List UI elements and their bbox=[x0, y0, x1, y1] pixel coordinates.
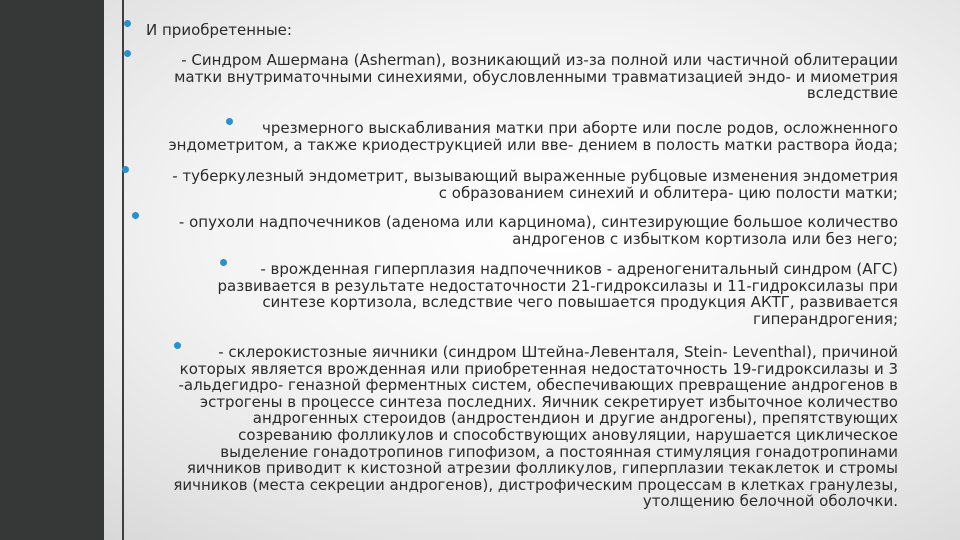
text-line: - склерокистозные яичники (синдром Штейна-Левенталя, Stein- Leventhal), причиной bbox=[218, 343, 898, 361]
text-line: вследствие bbox=[806, 84, 898, 103]
text-line: яичников приводит к кистозной атрезии фолликулов, гиперплазии текаклеток и стромы bbox=[186, 459, 898, 478]
left-sidebar-band bbox=[0, 0, 104, 540]
text-line: матки внутриматочными синехиями, обусловленными травматизацией эндо- и миометрия bbox=[174, 67, 898, 86]
text-line: - туберкулезный эндометрит, вызывающий выраженные рубцовые изменения эндометрия bbox=[172, 167, 898, 185]
text-line: андрогенных стероидов (андростендион и другие андрогены), препятствующих bbox=[252, 409, 898, 428]
text-line: -альдегидро- геназной ферментных систем, обеспечивающих превращение андрогенов в bbox=[178, 376, 898, 395]
list-item-text bbox=[138, 214, 898, 247]
bullet-icon bbox=[124, 20, 131, 27]
text-line: яичников (места секреции андрогенов), дистрофическим процессам в клетках гранулезы, bbox=[173, 475, 898, 494]
text-line: которых является врожденная или приобретенная недостаточность 19-гидроксилазы и 3 bbox=[179, 359, 898, 378]
text-line: И приобретенные: bbox=[146, 21, 292, 39]
text-line: выделение гонадотропинов гипофизом, а постоянная стимуляция гонадотропинами bbox=[220, 442, 898, 461]
bullet-icon bbox=[124, 50, 131, 57]
list-item-text bbox=[138, 120, 898, 153]
slide-content bbox=[126, 0, 910, 540]
text-line: - опухоли надпочечников (аденома или карцинома), синтезирующие большое количество bbox=[178, 213, 898, 231]
text-line: - врожденная гиперплазия надпочечников - адреногенитальный синдром (АГС) bbox=[260, 260, 898, 278]
text-line: с образованием синехий и облитера- цию полости матки; bbox=[438, 183, 898, 202]
list-item-text bbox=[138, 52, 898, 102]
list-item-text bbox=[146, 22, 292, 39]
text-line: гиперандрогения; bbox=[753, 309, 898, 328]
text-line: утолщению белочной оболочки. bbox=[642, 492, 898, 511]
text-line: созреванию фолликулов и способствующих ановуляции, нарушается циклическое bbox=[238, 425, 898, 444]
list-item-text bbox=[138, 261, 898, 327]
list-item-text bbox=[138, 168, 898, 201]
text-line: эстрогены в процессе синтеза последних. Яичник секретирует избыточное количество bbox=[199, 392, 898, 411]
text-line: андрогенов с избытком кортизола или без него; bbox=[512, 229, 898, 248]
bullet-icon bbox=[122, 166, 129, 173]
text-line: - Синдром Ашермана (Asherman), возникающий из-за полной или частичной облитерации bbox=[181, 51, 898, 69]
text-line: эндометритом, а также криодеструкцией или вве- дением в полость матки раствора йода; bbox=[168, 135, 898, 154]
vertical-accent-line bbox=[122, 0, 124, 540]
text-line: развивается в результате недостаточности 21-гидроксилазы и 11-гидроксилазы при bbox=[217, 276, 898, 295]
text-line: чрезмерного выскабливания матки при аборте или после родов, осложненного bbox=[261, 119, 898, 137]
list-item-text bbox=[138, 344, 898, 510]
text-line: синтезе кортизола, вследствие чего повышается продукция АКТГ, развивается bbox=[262, 293, 898, 312]
